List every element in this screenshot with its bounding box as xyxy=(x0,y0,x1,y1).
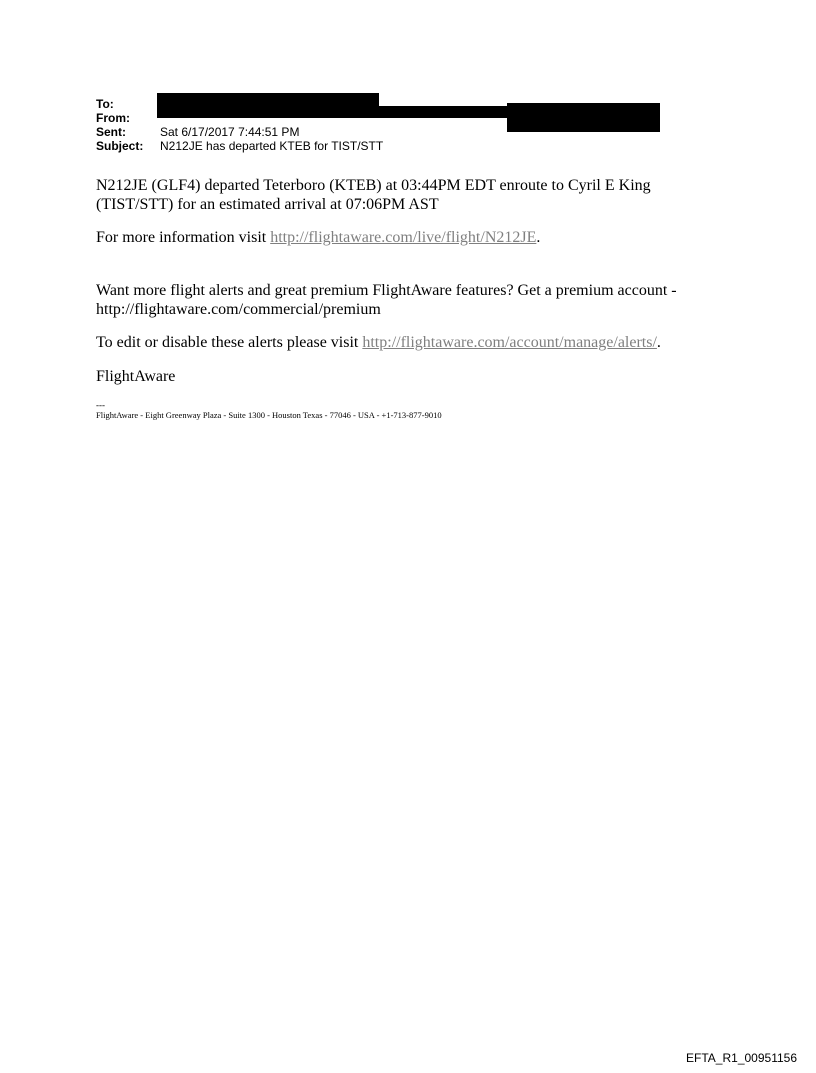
more-info-suffix: . xyxy=(536,229,541,246)
footer-separator: --- xyxy=(96,400,105,410)
from-label: From: xyxy=(96,111,130,125)
edit-alerts-paragraph xyxy=(96,333,716,352)
sent-label: Sent: xyxy=(96,125,126,139)
flight-tracking-link[interactable]: http://flightaware.com/live/flight/N212JE xyxy=(270,229,537,246)
sent-value: Sat 6/17/2017 7:44:51 PM xyxy=(160,125,300,139)
to-label: To: xyxy=(96,97,114,111)
edit-alerts-suffix: . xyxy=(656,334,661,351)
edit-alerts-prefix: To edit or disable these alerts please visit xyxy=(96,334,363,351)
document-id: EFTA_R1_00951156 xyxy=(686,1051,797,1065)
more-info-prefix: For more information visit xyxy=(96,229,271,246)
more-info-paragraph xyxy=(96,228,716,247)
signature: FlightAware xyxy=(96,368,176,385)
redaction-from-1 xyxy=(157,106,509,118)
departure-paragraph: N212JE (GLF4) departed Teterboro (KTEB) at 03:44PM EDT enroute to Cyril E King (TIST/STT) for an estimated arrival at 07:06PM AST xyxy=(96,177,651,213)
premium-paragraph: Want more flight alerts and great premium FlightAware features? Get a premium account - http://flightaware.com/commercial/premium xyxy=(96,282,677,318)
manage-alerts-link[interactable]: http://flightaware.com/account/manage/alerts/ xyxy=(362,334,657,351)
redaction-from-2 xyxy=(507,103,660,132)
footer-address: FlightAware - Eight Greenway Plaza - Suite 1300 - Houston Texas - 77046 - USA - +1-713-877-9010 xyxy=(96,410,442,420)
subject-label: Subject: xyxy=(96,139,144,153)
subject-value: N212JE has departed KTEB for TIST/STT xyxy=(160,139,384,153)
